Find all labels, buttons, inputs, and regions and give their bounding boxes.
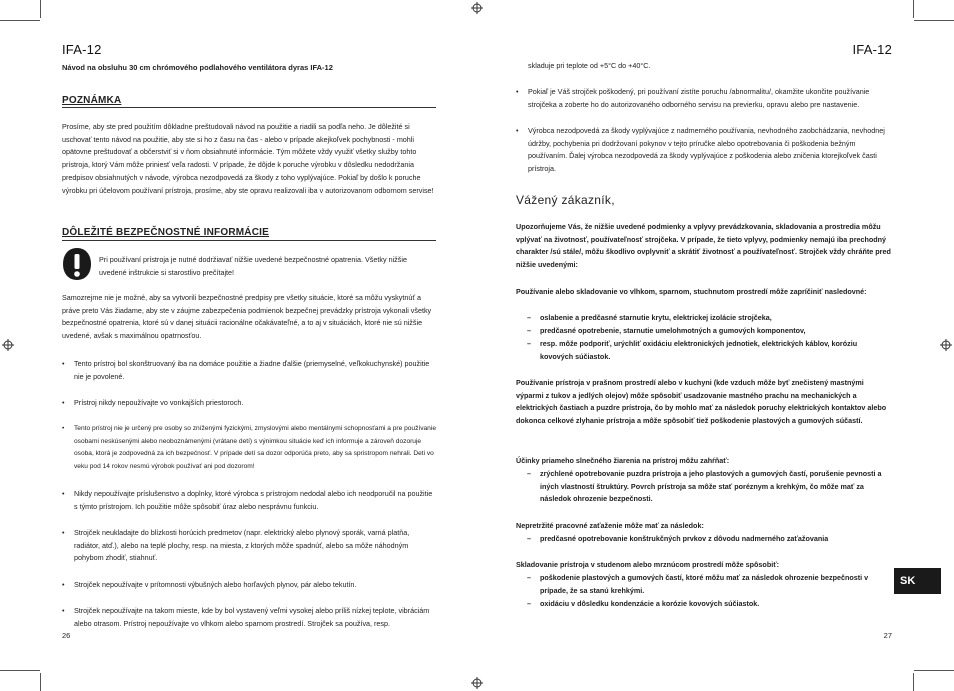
list-item: • Strojček nepoužívajte v prítomnosti výbušných alebo horľavých plynov, pár alebo tekutín. [62, 580, 357, 589]
list-item: • Tento prístroj bol skonštruovaný iba na domáce použitie a žiadne ďalšie (priemyselné, veľkokuchynské) použitie nie je povolené. [62, 359, 430, 381]
list-item: • Tento prístroj nie je určený pre osoby so zníženými fyzickými, zmyslovými alebo mentálnymi schopnosťami a pre používanie osobami neskúsenými alebo neoboznámenými (vrátane detí) s výnimkou situácie keď ich informuje a zároveň dozoruje osoba, ktorá je zodpovedná za ich bezpečnosť. V prípade detí sa dozor odporúča preto, aby sa spristropom nehrali. Deti vo veku pod 14 rokov nesmú výrobok používať ani pod dozorom! [62, 425, 436, 471]
crop-mark [40, 0, 41, 18]
page-number: 27 [883, 631, 892, 640]
exclamation-icon [62, 247, 92, 281]
list-item: – oxidáciu v dôsledku kondenzácie a korózie kovových súčiastok. [527, 599, 760, 608]
crop-mark [0, 670, 40, 671]
notice-text: Prosíme, aby ste pred použitím dôkladne preštudovali návod na použitie a riadili sa podľa neho. Je dôležité si uschovať tento návod na použitie, aby ste si ho z času na čas - alebo v prípade akejkoľvek pochybnosti - mohli opätovne preštudovať a občerstviť si v ňom obsiahnuté informácie. Tým môžete vždy využiť všetky služby tohto prístroja, ktorý Vám môže priniesť veľa radosti. V prípade, že dôjde k poruche výrobku v dôsledku nedodržania predpisov obsiahnutých v návode, výrobca nezodpovedá za škody z toho vyplývajúce. Pokiaľ by došlo k poruche výrobku pri účelovom používaní prístroja, prosíme, aby ste opravu realizovali iba v autorizovanom odbornom servise! [62, 122, 434, 195]
registration-mark-icon [471, 677, 483, 689]
crop-mark [914, 670, 954, 671]
list-item: • Pokiaľ je Váš strojček poškodený, pri používaní zistíte poruchu /abnormalitu/, okamžite ukončite používanie strojčeka a zoberte ho do autorizovaného odborného servisu na previerku, opravu alebo pre nastavenie. [516, 87, 870, 109]
list-item: • Nikdy nepoužívajte príslušenstvo a doplnky, ktoré výrobca s prístrojom nedodal alebo ich neodporučil na použitie s týmto prístrojom. Ich použitie môže spôsobiť úraz alebo nesprávnu funkciu. [62, 489, 433, 511]
registration-mark-icon [2, 339, 14, 351]
registration-mark-icon [471, 2, 483, 14]
crop-mark [913, 0, 914, 18]
intro-text: Samozrejme nie je možné, aby sa vytvorili bezpečnostné predpisy pre všetky situácie, ktoré sa môžu vyskytnúť a práve preto Vás žiadame, aby ste v záujme zabezpečenia podmienok bezpečnej prevádzky prístroja vykonali všetky bezpečnostné opatrenia, ktoré sú v danej situácii racionálne očakávateľné, a to aj v situáciách, ktoré nie sú nižšie uvedené, avšak s maximálnou opatrnosťou. [62, 293, 432, 341]
dusty-text: Používanie prístroja v prašnom prostredí alebo v kuchyni (kde vzduch môže byť znečistený mastnými výparmi z tukov a jedlých olejov) môže spôsobiť usadzovanie mastného prachu na mechanických a elektrických častiach a puzdre prístroja, čo by mohlo mať za následok poruchy elektrických kontaktov alebo dokonca celkové zlyhanie prístroja a môže spôsobiť tiež poškodenie plastových a gumových súčastí. [516, 378, 887, 425]
crop-mark [914, 20, 954, 21]
humid-heading: Používanie alebo skladovanie vo vlhkom, sparnom, stuchnutom prostredí môže zapríčiniť nasledovné: [516, 287, 867, 296]
model-label: IFA-12 [852, 42, 892, 57]
greeting: Vážený zákazník, [516, 193, 615, 207]
safety-heading: DÔLEŽITÉ BEZPEČNOSTNÉ INFORMÁCIE [62, 227, 269, 238]
load-heading: Nepretržité pracovné zaťaženie môže mať za následok: [516, 521, 704, 530]
page-number: 26 [62, 631, 71, 640]
crop-mark [40, 673, 41, 691]
list-item: • Výrobca nezodpovedá za škody vyplývajúce z nadmerného používania, nevhodného zaobchádzania, nevhodnej údržby, pochybenia pri dodržovaní pokynov v tejto príručke alebo opotrebovania či poškodenia bežným používaním. Ďalej výrobca nezodpovedá za škody vyplývajúce z poškodenia alebo zničenia ktorejkoľvek časti prístroja. [516, 126, 885, 174]
crop-mark [0, 20, 40, 21]
cold-heading: Skladovanie prístroja v studenom alebo mrznúcom prostredí môže spôsobiť: [516, 560, 780, 569]
list-item: • Strojček nepoužívajte na takom mieste, kde by bol vystavený veľmi vysokej alebo príliš nízkej teplote, vibráciám alebo otrasom. Prístroj nepoužívajte vo vlhkom alebo sparnom prostredí. Strojček sa používa, resp. [62, 606, 430, 628]
list-item: • Prístroj nikdy nepoužívajte vo vonkajších priestoroch. [62, 398, 244, 407]
list-item: – predčasné opotrebovanie konštrukčných prvkov z dôvodu nadmerného zaťažovania [527, 534, 829, 543]
warning-intro: Upozorňujeme Vás, že nižšie uvedené podmienky a vplyvy prevádzkovania, skladovania a prostredia môžu vplývať na životnosť, používateľnosť strojčeka. V prípade, že tieto vplyvy, podmienky nemajú iba prechodný charakter /sú stále/, môžu škodlivo ovplyvniť a skrátiť životnosť a používateľnosť. Strojček vždy chráňte pred nižšie uvedenými: [516, 222, 891, 269]
manual-subtitle: Návod na obsluhu 30 cm chrómového podlahového ventilátora dyras IFA-12 [62, 63, 333, 72]
crop-mark [913, 673, 914, 691]
section-divider [62, 240, 436, 241]
list-item: – predčasné opotrebenie, starnutie umelohmotných a gumových komponentov, [527, 326, 806, 335]
model-label: IFA-12 [62, 42, 102, 57]
sun-heading: Účinky priameho slnečného žiarenia na prístroj môžu zahŕňať: [516, 456, 730, 465]
list-item: – zrýchlené opotrebovanie puzdra prístroja a jeho plastových a gumových častí, porušenie pevnosti a iných vlastností štruktúry. Povrch prístroja sa môže stať poréznym a krehkým, čo môže mať za následok ohrozenie bezpečnosti. [527, 469, 882, 504]
registration-mark-icon [940, 339, 952, 351]
list-item: – resp. môže podporiť, urýchliť oxidáciu elektronických jednotiek, elektrických káblov, koróziu kovových súčiastok. [527, 339, 858, 361]
continuation-text: skladuje pri teplote od +5°C do +40°C. [528, 61, 651, 70]
language-tab: SK [894, 568, 941, 594]
warning-text: Pri používaní prístroja je nutné dodržiavať nižšie uvedené bezpečnostné opatrenia. Všetky nižšie uvedené inštrukcie si starostlivo prečítajte! [99, 255, 407, 277]
notice-heading: POZNÁMKA [62, 95, 122, 106]
list-item: – poškodenie plastových a gumových častí, ktoré môžu mať za následok ohrozenie bezpečnosti v prípade, že sa stanú krehkými. [527, 573, 869, 595]
section-divider [62, 107, 436, 108]
list-item: • Strojček neukladajte do blízkosti horúcich predmetov (napr. elektrický alebo plynový sporák, varná platňa, radiátor, atď.), alebo na teplé plochy, resp. na miesta, z ktorých môže spadnúť, alebo sa môže náhodným pohybom zhodiť, stiahnuť. [62, 528, 410, 563]
list-item: – oslabenie a predčasné starnutie krytu, elektrickej izolácie strojčeka, [527, 313, 772, 322]
